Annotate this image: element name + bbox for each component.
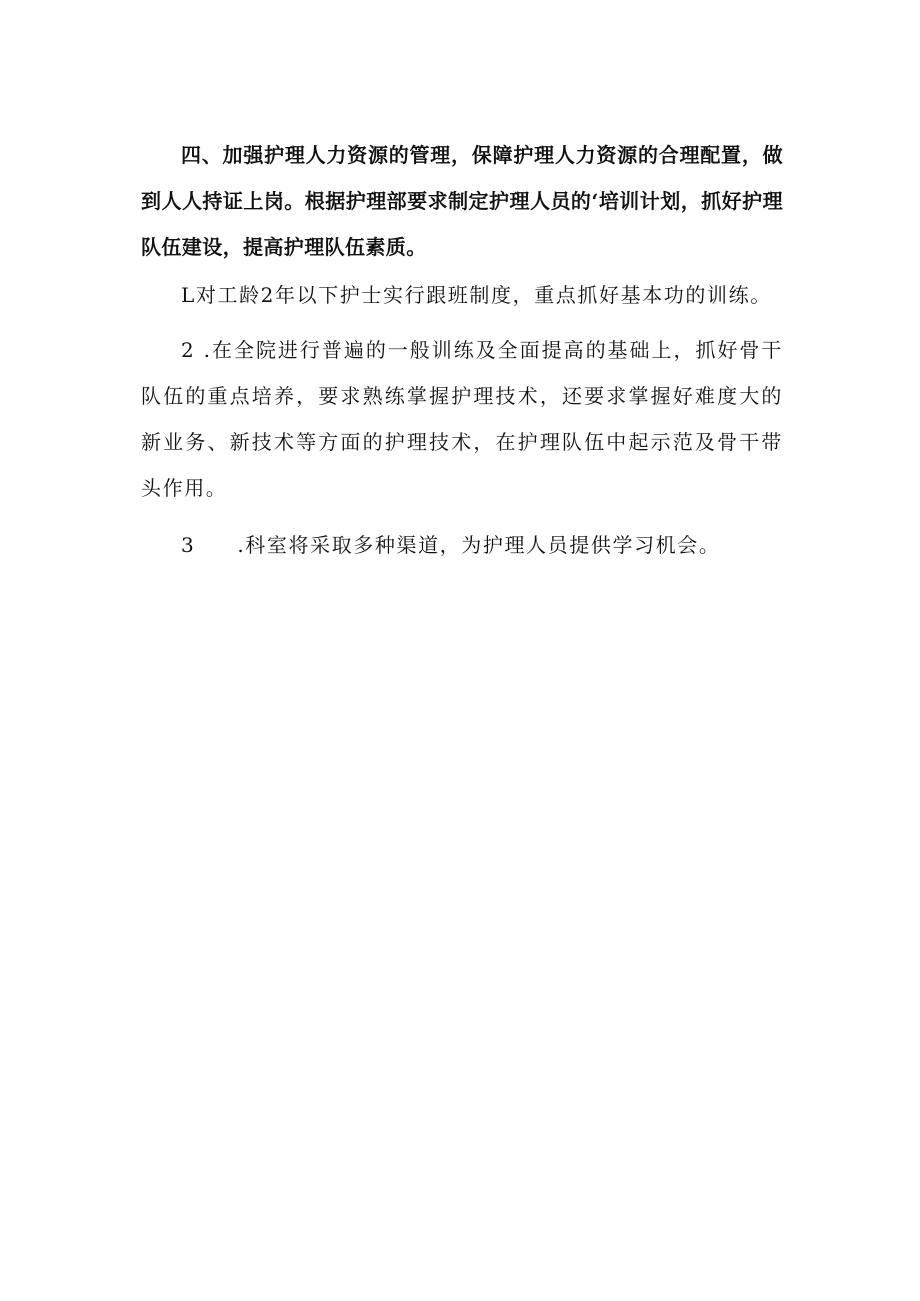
list-item-3 xyxy=(141,522,783,568)
list-item-2: 2 .在全院进行普遍的一般训练及全面提高的基础上，抓好骨干队伍的重点培养，要求熟练掌握护理技术，还要求掌握好难度大的新业务、新技术等方面的护理技术，在护理队伍中起示范及骨干带头作用。 xyxy=(141,338,783,500)
document-page xyxy=(141,132,783,568)
list-item-3-text: .科室将采取多种渠道，为护理人员提供学习机会。 xyxy=(237,533,721,557)
list-item-1: L对工龄2年以下护士实行跟班制度，重点抓好基本功的训练。 xyxy=(181,283,772,307)
section-heading-paragraph: 四、加强护理人力资源的管理，保障护理人力资源的合理配置，做到人人持证上岗。根据护理部要求制定护理人员的‘培训计划，抓好护理队伍建设，提高护理队伍素质。 xyxy=(141,143,783,259)
list-item-3-number: 3 xyxy=(181,533,196,557)
